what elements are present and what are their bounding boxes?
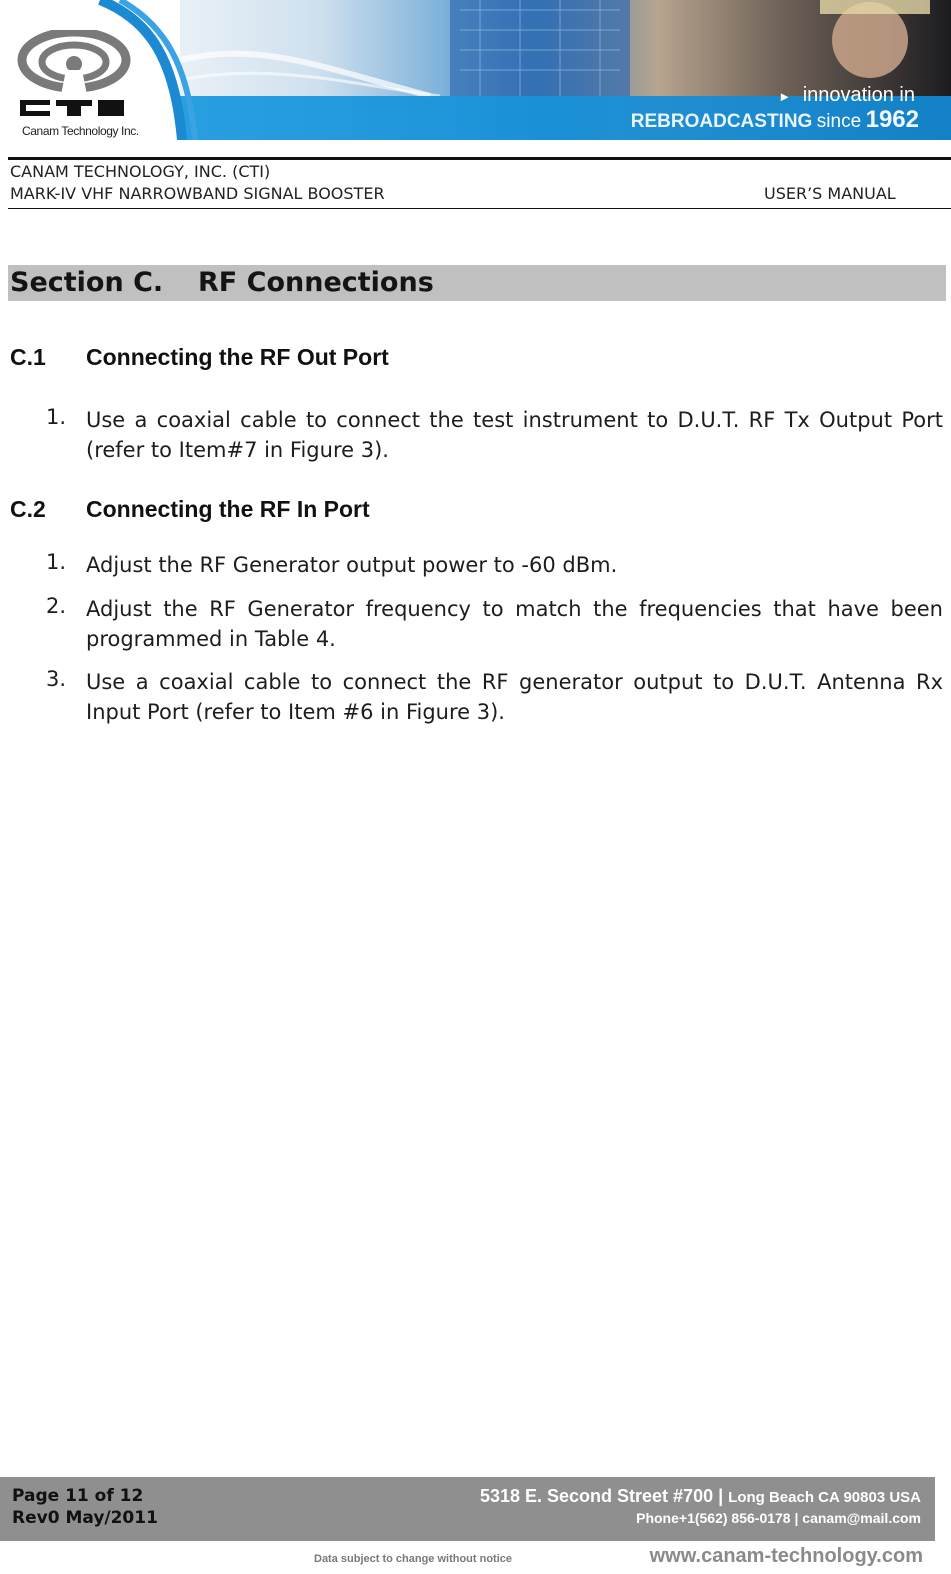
list-item-text: Use a coaxial cable to connect the RF generator output to D.U.T. Antenna Rx Input Port (refer to Item #6 in Figure 3).	[86, 670, 943, 724]
footer-address	[480, 1486, 921, 1507]
footer-email: canam@mail.com	[802, 1510, 921, 1526]
subsection-title: Connecting the RF In Port	[86, 496, 370, 522]
tagline-year: 1962	[865, 106, 919, 133]
header-divider-thin	[8, 208, 951, 209]
list-item-text: Adjust the RF Generator frequency to match the frequencies that have been programmed in Table 4.	[86, 597, 943, 651]
banner-tagline	[778, 84, 915, 107]
arrow-right-icon: ►	[778, 89, 792, 104]
list-item-number: 3.	[46, 667, 67, 691]
tagline-since: since	[816, 111, 862, 132]
logo-company-name: Canam Technology Inc.	[22, 124, 139, 138]
header-product: MARK-IV VHF NARROWBAND SIGNAL BOOSTER	[10, 184, 385, 203]
list-item-text: Use a coaxial cable to connect the test instrument to D.U.T. RF Tx Output Port (refer to Item#7 in Figure 3).	[86, 408, 943, 462]
footer-contact	[636, 1510, 921, 1526]
subsection-title: Connecting the RF Out Port	[86, 344, 389, 370]
tagline-line1: innovation in	[802, 84, 915, 106]
section-title: RF Connections	[198, 267, 434, 298]
header-divider-thick	[8, 157, 951, 160]
footer-revision: Rev0 May/2011	[12, 1508, 158, 1528]
list-item-number: 2.	[46, 594, 67, 618]
header-banner	[0, 0, 951, 140]
footer-notice: Data subject to change without notice	[314, 1553, 513, 1565]
list-item-number: 1.	[46, 550, 67, 574]
footer-city: Long Beach CA 90803 USA	[728, 1489, 921, 1506]
banner-tagline-2	[631, 106, 919, 134]
list-item-text: Adjust the RF Generator output power to -60 dBm.	[86, 553, 618, 577]
header-company: CANAM TECHNOLOGY, INC. (CTI)	[10, 162, 271, 181]
subsection-number: C.1	[10, 344, 46, 370]
footer-street: 5318 E. Second Street #700 |	[479, 1486, 724, 1506]
tagline-rebroadcasting: REBROADCASTING	[630, 111, 813, 132]
footer-website: www.canam-technology.com	[649, 1545, 923, 1567]
footer-page-number: Page 11 of 12	[12, 1486, 144, 1506]
footer-separator: |	[794, 1510, 803, 1526]
footer-phone: Phone+1(562) 856-0178	[636, 1510, 791, 1526]
list-item-number: 1.	[46, 405, 67, 429]
section-number: Section C.	[10, 267, 164, 298]
header-doc-type: USER’S MANUAL	[764, 184, 896, 203]
subsection-number: C.2	[10, 496, 46, 522]
